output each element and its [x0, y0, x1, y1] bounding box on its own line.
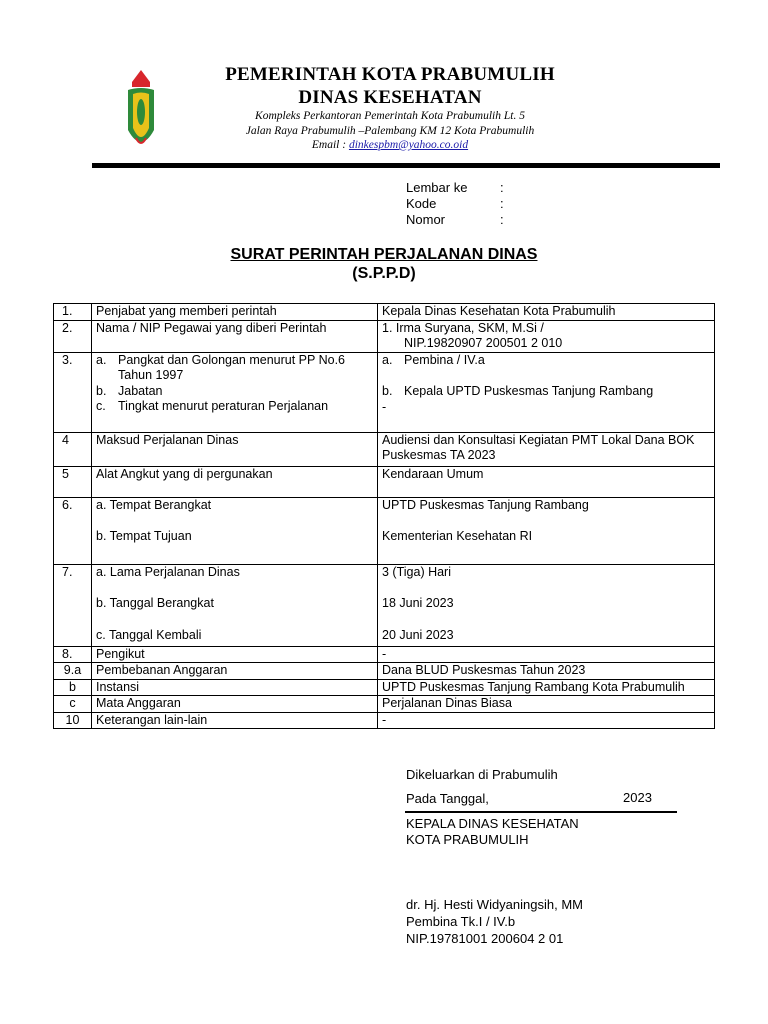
table-row — [54, 564, 715, 646]
row-value: - — [378, 646, 715, 663]
row-value — [378, 320, 715, 352]
row-label: Nama / NIP Pegawai yang diberi Perintah — [92, 320, 378, 352]
row-label: Mata Anggaran — [92, 696, 378, 713]
sub-label: Pangkat dan Golongan menurut PP No.6 Tahun 1997 — [118, 352, 346, 382]
table-row — [54, 679, 715, 696]
org-name-line1: PEMERINTAH KOTA PRABUMULIH — [225, 64, 555, 85]
sub-label: Tingkat menurut peraturan Perjalanan — [118, 399, 329, 413]
signer-position-line2: KOTA PRABUMULIH — [406, 832, 529, 847]
sub-text: 3 (Tiga) Hari — [382, 564, 451, 579]
row-number: c — [54, 696, 92, 713]
row-value: Dana BLUD Puskesmas Tahun 2023 — [378, 663, 715, 680]
sub-text: UPTD Puskesmas Tanjung Rambang — [382, 497, 589, 512]
row-value: Kepala Dinas Kesehatan Kota Prabumulih — [378, 304, 715, 321]
table-row — [54, 712, 715, 729]
table-row — [54, 663, 715, 680]
row-number: b — [54, 679, 92, 696]
sub-label: b. Tanggal Berangkat — [96, 596, 214, 610]
row-label: Penjabat yang memberi perintah — [92, 304, 378, 321]
nomor-label: Nomor — [406, 212, 446, 227]
sub-item — [96, 353, 373, 384]
sppd-table — [53, 303, 715, 729]
row-value — [378, 497, 715, 564]
table-row — [54, 497, 715, 564]
row-label — [92, 564, 378, 646]
sub-key: c. — [96, 399, 106, 413]
row-value: UPTD Puskesmas Tanjung Rambang Kota Prabumulih — [378, 679, 715, 696]
document-subtitle: (S.P.P.D) — [352, 265, 416, 282]
sub-value — [382, 384, 710, 400]
sub-item — [96, 399, 373, 415]
sub-label: c. Tanggal Kembali — [96, 627, 202, 642]
sub-key: b. — [382, 384, 393, 398]
lembar-label: Lembar ke — [406, 180, 468, 195]
row-label: Pembebanan Anggaran — [92, 663, 378, 680]
table-row — [54, 696, 715, 713]
row-label: Pengikut — [92, 646, 378, 663]
row-number: 8. — [54, 646, 92, 663]
employee-nip: NIP.19820907 200501 2 010 — [404, 336, 563, 350]
date-underline — [405, 811, 677, 813]
nomor-colon: : — [500, 212, 504, 227]
signer-rank: Pembina Tk.I / IV.b — [406, 914, 516, 929]
row-label — [92, 497, 378, 564]
sub-label: b. Tempat Tujuan — [96, 529, 192, 543]
sub-label: a. Lama Perjalanan Dinas — [96, 564, 240, 579]
email-label: Email : — [311, 139, 349, 151]
org-name-line2: DINAS KESEHATAN — [298, 87, 482, 108]
row-number: 1. — [54, 304, 92, 321]
date-year: 2023 — [623, 790, 652, 805]
sub-label: a. Tempat Berangkat — [96, 497, 212, 512]
row-number: 3. — [54, 352, 92, 432]
row-number: 6. — [54, 497, 92, 564]
row-value: Kendaraan Umum — [378, 466, 715, 497]
row-value: - — [378, 712, 715, 729]
sub-item — [96, 384, 373, 400]
row-label: Maksud Perjalanan Dinas — [92, 432, 378, 466]
sub-text: Pembina / IV.a — [404, 352, 485, 367]
address-line2: Jalan Raya Prabumulih –Palembang KM 12 Kota Prabumulih — [245, 125, 535, 137]
table-row — [54, 320, 715, 352]
row-value — [378, 564, 715, 646]
signer-name: dr. Hj. Hesti Widyaningsih, MM — [406, 897, 583, 912]
row-value: Audiensi dan Konsultasi Kegiatan PMT Lokal Dana BOK Puskesmas TA 2023 — [378, 432, 715, 466]
table-row — [54, 646, 715, 663]
sub-key: b. — [96, 383, 107, 398]
sub-key: a. — [96, 352, 107, 367]
issued-at: Dikeluarkan di Prabumulih — [406, 767, 558, 782]
sub-text: 20 Juni 2023 — [382, 627, 454, 642]
sub-label: Jabatan — [118, 383, 163, 398]
signer-position-line1: KEPALA DINAS KESEHATAN — [406, 816, 579, 831]
table-row — [54, 304, 715, 321]
employee-name: 1. Irma Suryana, SKM, M.Si / — [382, 320, 544, 335]
document-title-text: SURAT PERINTAH PERJALANAN DINAS — [230, 246, 538, 263]
city-emblem-logo — [124, 68, 158, 156]
address-line1: Kompleks Perkantoran Pemerintah Kota Prabumulih Lt. 5 — [255, 110, 525, 122]
sub-text: 18 Juni 2023 — [382, 596, 454, 610]
sub-text: Kementerian Kesehatan RI — [382, 529, 533, 543]
table-row — [54, 466, 715, 497]
signer-nip: NIP.19781001 200604 2 01 — [406, 931, 564, 946]
row-label: Alat Angkut yang di pergunakan — [92, 466, 378, 497]
row-label: Keterangan lain-lain — [92, 712, 378, 729]
kode-label: Kode — [406, 196, 437, 211]
kode-colon: : — [500, 196, 504, 211]
row-label: Instansi — [92, 679, 378, 696]
email-line — [180, 139, 600, 151]
sub-key: a. — [382, 352, 393, 367]
row-value — [378, 352, 715, 432]
lembar-colon: : — [500, 180, 504, 195]
sub-value — [382, 353, 710, 369]
email-link[interactable]: dinkespbm@yahoo.co.oid — [348, 139, 469, 151]
document-title — [150, 246, 618, 264]
row-number: 4 — [54, 432, 92, 466]
date-label: Pada Tanggal, — [406, 791, 489, 806]
table-row — [54, 432, 715, 466]
row-number: 10 — [54, 712, 92, 729]
row-label — [92, 352, 378, 432]
row-number: 9.a — [54, 663, 92, 680]
table-row — [54, 352, 715, 432]
sub-value: - — [382, 399, 387, 414]
row-number: 7. — [54, 564, 92, 646]
row-number: 5 — [54, 466, 92, 497]
row-number: 2. — [54, 320, 92, 352]
row-value: Perjalanan Dinas Biasa — [378, 696, 715, 713]
letterhead-divider — [92, 163, 720, 168]
sub-text: Kepala UPTD Puskesmas Tanjung Rambang — [404, 384, 654, 398]
